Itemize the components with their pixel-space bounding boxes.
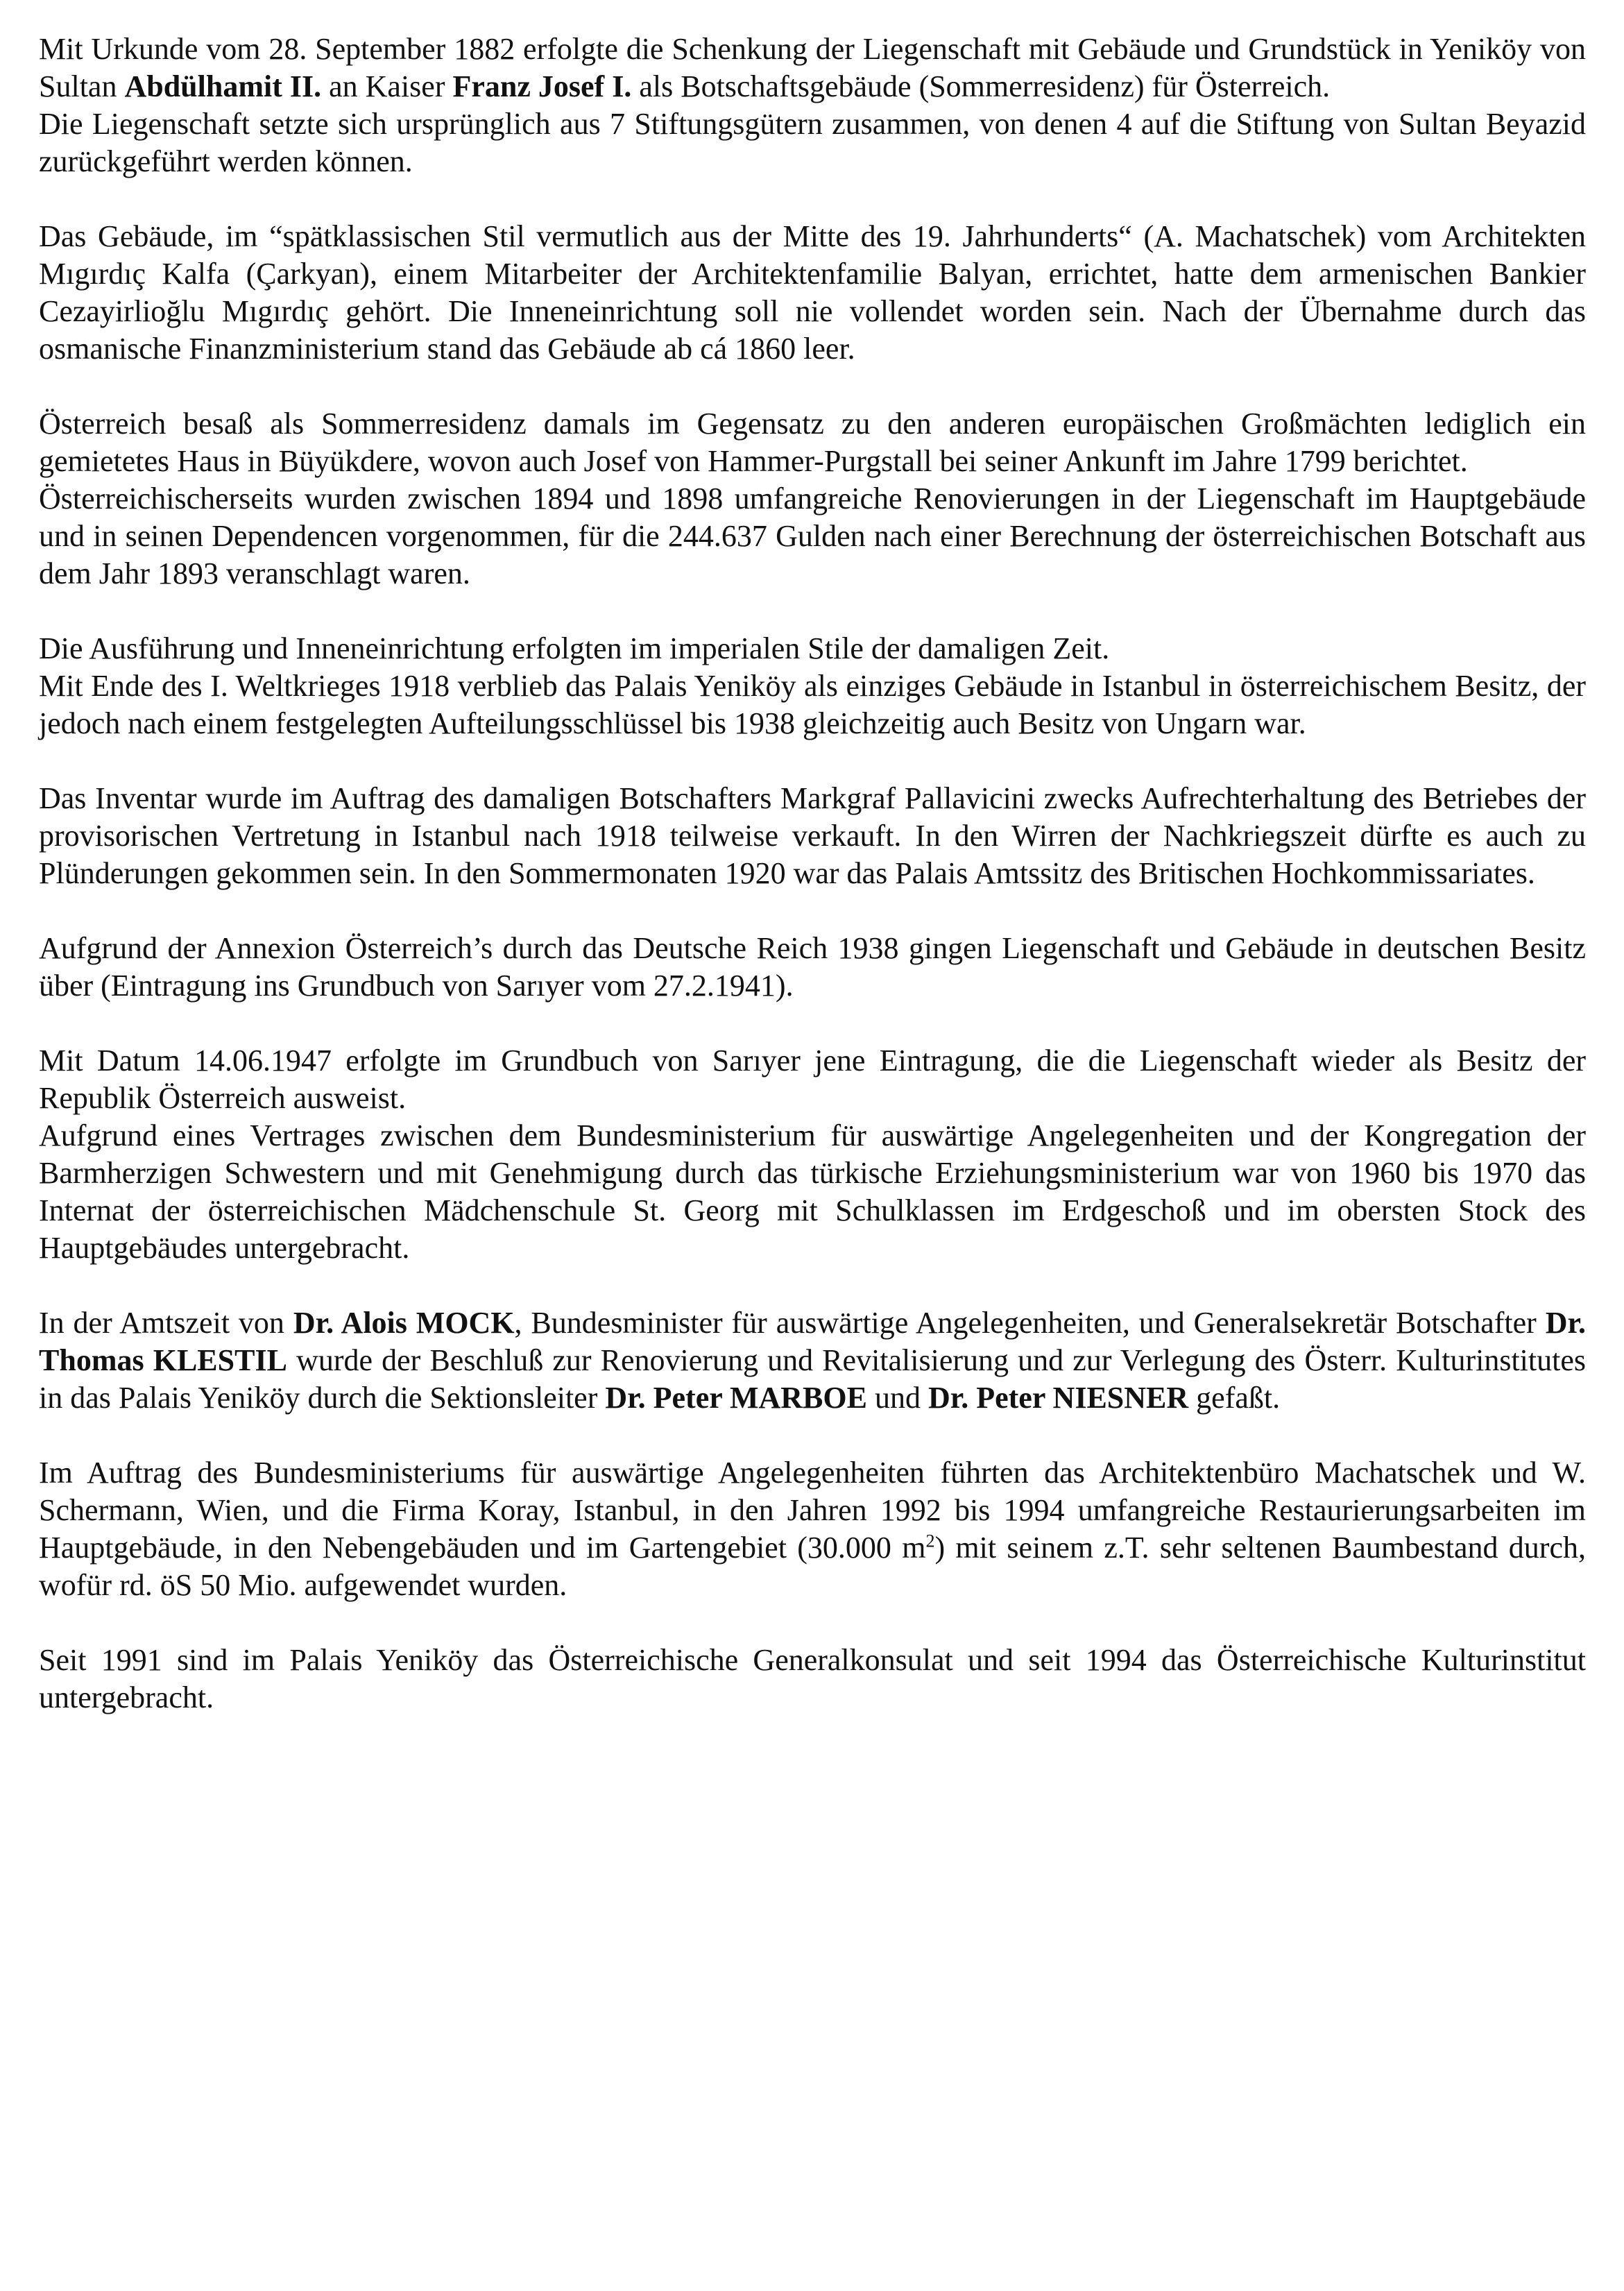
paragraph-text: als Botschaftsgebäude (Sommerresidenz) für Österreich.: [631, 69, 1331, 103]
paragraph: [39, 1117, 1586, 1267]
paragraph-text: Die Ausführung und Inneneinrichtung erfolgten im imperialen Stile der damaligen Zeit.: [39, 631, 1110, 665]
paragraph: [39, 105, 1586, 180]
paragraph-text: ) mit seinem z.T. sehr seltenen Baumbestand durch, wofür rd. öS 50 Mio. aufgewendet wurden.: [39, 1531, 1586, 1602]
paragraph-text: In der Amtszeit von: [39, 1306, 293, 1340]
bold-name-text: Dr. Peter NIESNER: [928, 1381, 1189, 1415]
paragraph-text: an Kaiser: [321, 69, 453, 103]
paragraph: [39, 780, 1586, 892]
paragraph: [39, 667, 1586, 742]
paragraph-text: und: [866, 1381, 928, 1415]
paragraph-text: gefaßt.: [1188, 1381, 1281, 1415]
bold-name-text: Dr. Peter MARBOE: [605, 1381, 867, 1415]
paragraph-text: Im Auftrag des Bundesministeriums für auswärtige Angelegenheiten führten das Architektenbüro Machatschek und W. Schermann, Wien, und die Firma Koray, Istanbul, in den Jahren 1992 bis 1994 umfangreiche Restaurierungsarbeiten im Hauptgebäude, in den Nebengebäuden und im Gartengebiet (30.000 m: [39, 1456, 1586, 1565]
paragraph: [39, 1642, 1586, 1717]
bold-name-text: Abdülhamit II.: [124, 69, 322, 103]
paragraph-text: Mit Ende des I. Weltkrieges 1918 verblieb das Palais Yeniköy als einziges Gebäude in Istanbul in österreichischem Besitz, der jedoch nach einem festgelegten Aufteilungsschlüssel bis 1938 gleichzeitig auch Besitz von Ungarn war.: [39, 669, 1586, 740]
paragraph: [39, 1042, 1586, 1117]
paragraph: [39, 1304, 1586, 1417]
bold-name-text: Dr. Thomas KLESTIL: [39, 1306, 1586, 1377]
paragraph-text: Österreich besaß als Sommerresidenz damals im Gegensatz zu den anderen europäischen Großmächten lediglich ein gemietetes Haus in Büyükdere, wovon auch Josef von Hammer-Purgstall bei seiner Ankunft im Jahre 1799 berichtet.: [39, 407, 1586, 478]
bold-name-text: Dr. Alois MOCK: [293, 1306, 515, 1340]
paragraph: [39, 218, 1586, 368]
paragraph-text: Aufgrund der Annexion Österreich’s durch das Deutsche Reich 1938 gingen Liegenschaft und Gebäude in deutschen Besitz über (Eintragung ins Grundbuch von Sarıyer vom 27.2.1941).: [39, 931, 1586, 1003]
paragraph-text: Das Gebäude, im “spätklassischen Stil vermutlich aus der Mitte des 19. Jahrhunderts“ (A. Machatschek) vom Architekten Mıgırdıç Kalfa (Çarkyan), einem Mitarbeiter der Architektenfamilie Balyan, errichtet, hatte dem armenischen Bankier Cezayirlioğlu Mıgırdıç gehört. Die Inneneinrichtung soll nie vollendet worden sein. Nach der Übernahme durch das osmanische Finanzministerium stand das Gebäude ab cá 1860 leer.: [39, 219, 1586, 366]
paragraph-text: Mit Datum 14.06.1947 erfolgte im Grundbuch von Sarıyer jene Eintragung, die die Liegenschaft wieder als Besitz der Republik Österreich ausweist.: [39, 1044, 1586, 1115]
paragraph: [39, 930, 1586, 1005]
paragraph: [39, 31, 1586, 105]
paragraph-text: Aufgrund eines Vertrages zwischen dem Bundesministerium für auswärtige Angelegenheiten und der Kongregation der Barmherzigen Schwestern und mit Genehmigung durch das türkische Erziehungsministerium war von 1960 bis 1970 das Internat der österreichischen Mädchenschule St. Georg mit Schulklassen im Erdgeschoß und im obersten Stock des Hauptgebäudes untergebracht.: [39, 1118, 1586, 1265]
paragraph: [39, 630, 1586, 667]
paragraph-text: , Bundesminister für auswärtige Angelegenheiten, und Generalsekretär Botschafter: [514, 1306, 1546, 1340]
document-page: [39, 31, 1586, 1717]
paragraph: [39, 480, 1586, 593]
bold-name-text: Franz Josef I.: [452, 69, 632, 103]
paragraph-text: Österreichischerseits wurden zwischen 1894 und 1898 umfangreiche Renovierungen in der Liegenschaft im Hauptgebäude und in seinen Dependencen vorgenommen, für die 244.637 Gulden nach einer Berechnung der österreichischen Botschaft aus dem Jahr 1893 veranschlagt waren.: [39, 482, 1586, 590]
paragraph-text: wurde der Beschluß zur Renovierung und Revitalisierung und zur Verlegung des Österr. Kulturinstitutes in das Palais Yeniköy durch die Sektionsleiter: [39, 1343, 1586, 1415]
paragraph: [39, 405, 1586, 480]
paragraph-text: Seit 1991 sind im Palais Yeniköy das Österreichische Generalkonsulat und seit 1994 das Österreichische Kulturinstitut untergebracht.: [39, 1643, 1586, 1714]
paragraph: [39, 1454, 1586, 1604]
paragraph-text: Die Liegenschaft setzte sich ursprünglich aus 7 Stiftungsgütern zusammen, von denen 4 auf die Stiftung von Sultan Beyazid zurückgeführt werden können.: [39, 107, 1586, 178]
superscript-text: 2: [925, 1531, 935, 1551]
paragraph-text: Mit Urkunde vom 28. September 1882 erfolgte die Schenkung der Liegenschaft mit Gebäude und Grundstück in Yeniköy von Sultan: [39, 32, 1586, 103]
paragraph-text: Das Inventar wurde im Auftrag des damaligen Botschafters Markgraf Pallavicini zwecks Aufrechterhaltung des Betriebes der provisorischen Vertretung in Istanbul nach 1918 teilweise verkauft. In den Wirren der Nachkriegszeit dürfte es auch zu Plünderungen gekommen sein. In den Sommermonaten 1920 war das Palais Amtssitz des Britischen Hochkommissariates.: [39, 781, 1586, 890]
